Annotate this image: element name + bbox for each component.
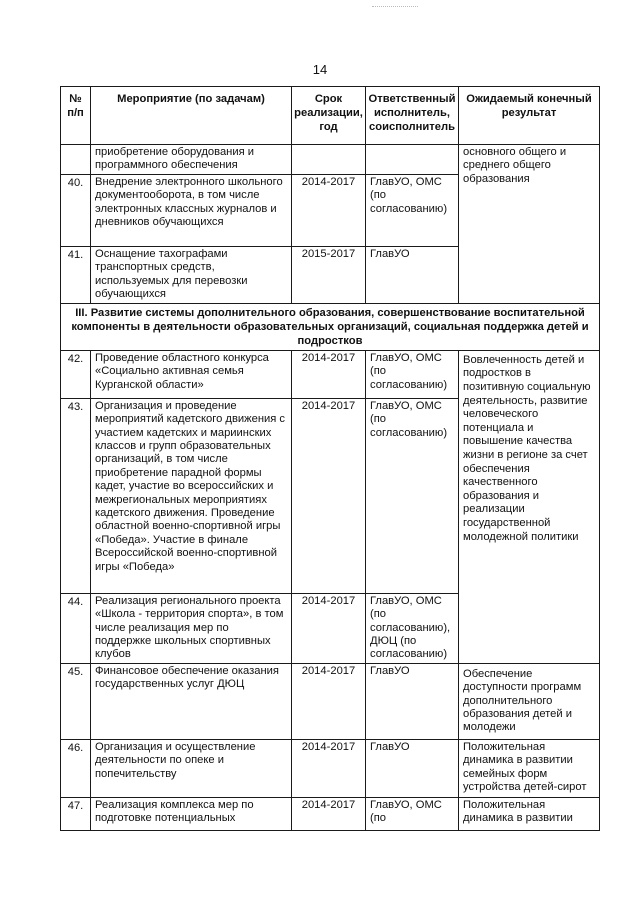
table-row — [61, 739, 600, 797]
row-event: Проведение областного конкурса «Социально активная семья Курганской области» — [91, 350, 292, 398]
row-result: Обеспечение доступности программ дополнительного образования детей и молодежи — [459, 663, 600, 739]
table-row — [61, 350, 600, 398]
row-responsible: ГлавУО, ОМС (по — [366, 797, 459, 830]
row-event: Организация и осуществление деятельности по опеке и попечительству — [91, 739, 292, 797]
row-num: 43. — [61, 398, 91, 593]
header-result: Ожидаемый конечный результат — [459, 87, 600, 145]
row-event: Финансовое обеспечение оказания государственных услуг ДЮЦ — [91, 663, 292, 739]
row-event: Реализация комплекса мер по подготовке потенциальных — [91, 797, 292, 830]
table-row — [61, 663, 600, 739]
row-responsible: ГлавУО — [366, 663, 459, 739]
row-result: основного общего и среднего общего образования — [459, 145, 600, 304]
row-event: Оснащение тахографами транспортных средств, используемых для перевозки обучающихся — [91, 246, 292, 303]
row-event: Внедрение электронного школьного документооборота, в том числе электронных классных журналов и дневников обучающихся — [91, 174, 292, 246]
header-num: № п/п — [61, 87, 91, 145]
row-result: Вовлеченность детей и подростков в позитивную социальную деятельность, развитие человеческого потенциала и повышение качества жизни в регионе за счет обеспечения качественного образования и реализации государственной молодежной политики — [459, 350, 600, 663]
row-num — [61, 145, 91, 175]
scan-artifact — [372, 6, 418, 8]
row-responsible: ГлавУО, ОМС (по согласованию), ДЮЦ (по согласованию) — [366, 593, 459, 663]
row-responsible — [366, 145, 459, 175]
row-responsible: ГлавУО, ОМС (по согласованию) — [366, 350, 459, 398]
row-result: Положительная динамика в развитии семейных форм устройства детей-сирот — [459, 739, 600, 797]
row-responsible: ГлавУО, ОМС (по согласованию) — [366, 174, 459, 246]
row-num: 44. — [61, 593, 91, 663]
row-num: 40. — [61, 174, 91, 246]
row-num: 47. — [61, 797, 91, 830]
header-responsible: Ответственный исполнитель, соисполнитель — [366, 87, 459, 145]
row-num: 41. — [61, 246, 91, 303]
row-event: Реализация регионального проекта «Школа - территория спорта», в том числе реализация мер по поддержке школьных спортивных клубов — [91, 593, 292, 663]
table-row — [61, 145, 600, 175]
table-row — [61, 797, 600, 830]
section-heading-row — [61, 303, 600, 350]
header-event: Мероприятие (по задачам) — [91, 87, 292, 145]
row-term: 2015-2017 — [292, 246, 366, 303]
row-event: Организация и проведение мероприятий кадетского движения с участием кадетских и мариинских классов и групп образовательных организаций, в том числе приобретение парадной формы кадет, участие во всероссийских и межрегиональных мероприятиях кадетского движения. Проведение областной военно-спортивной игры «Победа». Участие в финале Всероссийской военно-спортивной игры «Победа» — [91, 398, 292, 593]
row-num: 42. — [61, 350, 91, 398]
row-event: приобретение оборудования и программного обеспечения — [91, 145, 292, 175]
page-number: 14 — [312, 62, 328, 77]
table-header-row — [61, 87, 600, 145]
row-responsible: ГлавУО, ОМС (по согласованию) — [366, 398, 459, 593]
row-responsible: ГлавУО — [366, 739, 459, 797]
row-term: 2014-2017 — [292, 174, 366, 246]
measures-table — [60, 86, 600, 831]
row-responsible: ГлавУО — [366, 246, 459, 303]
header-term: Срок реализации, год — [292, 87, 366, 145]
row-term: 2014-2017 — [292, 593, 366, 663]
row-result: Положительная динамика в развитии — [459, 797, 600, 830]
section-heading: III. Развитие системы дополнительного образования, совершенствование воспитательной компоненты в деятельности образовательных организаций, социальная поддержка детей и подростков — [61, 303, 600, 350]
row-num: 45. — [61, 663, 91, 739]
row-num: 46. — [61, 739, 91, 797]
row-term: 2014-2017 — [292, 739, 366, 797]
row-term: 2014-2017 — [292, 797, 366, 830]
row-term: 2014-2017 — [292, 350, 366, 398]
row-term: 2014-2017 — [292, 663, 366, 739]
row-term: 2014-2017 — [292, 398, 366, 593]
row-term — [292, 145, 366, 175]
